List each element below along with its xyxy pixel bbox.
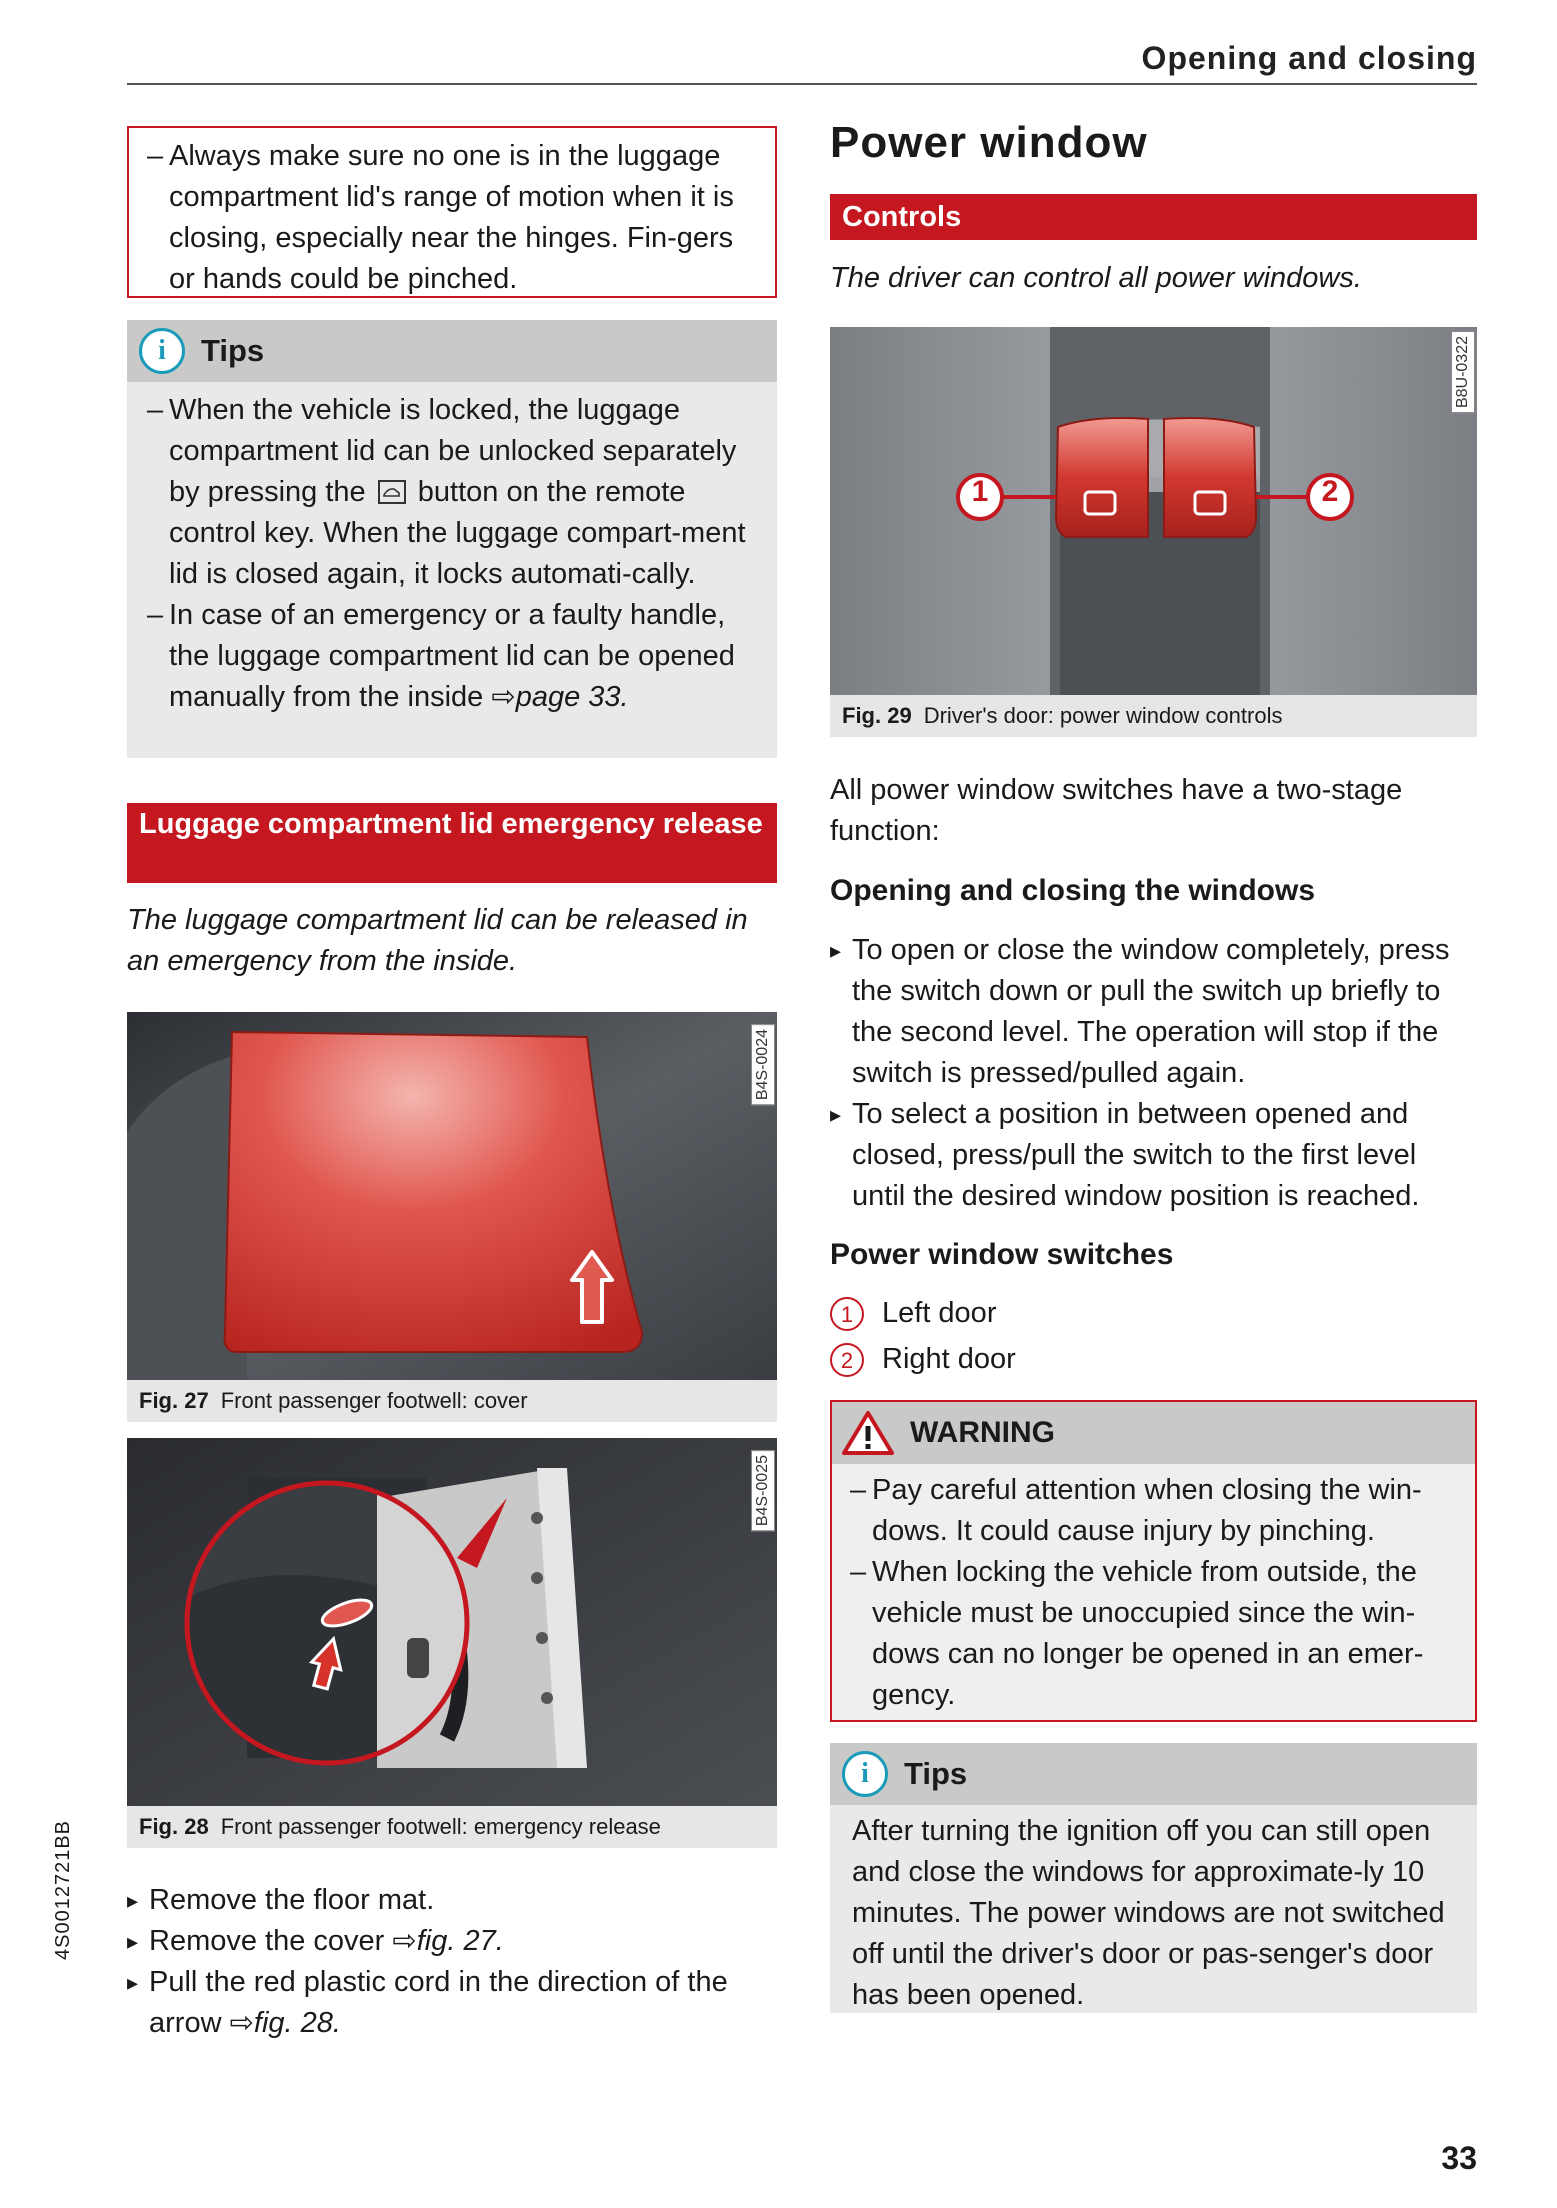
tips-header bbox=[830, 1743, 1477, 1805]
emergency-intro: The luggage compartment lid can be released in an emergency from the inside. bbox=[127, 904, 748, 977]
tips-text: After turning the ignition off you can still open and close the windows for approximate-ly 10 minutes. The power windows are not switched off until the driver's door or pas-senger's door has been opened. bbox=[852, 1815, 1445, 2011]
fig27-caption-text: Front passenger footwell: cover bbox=[220, 1388, 528, 1413]
fig28-caption-text: Front passenger footwell: emergency release bbox=[220, 1814, 661, 1839]
warning-continuation-box bbox=[127, 126, 777, 298]
section-title: Opening and closing bbox=[1141, 40, 1477, 76]
switch-label: Right door bbox=[882, 1343, 1016, 1375]
header-rule bbox=[127, 83, 1477, 85]
subheading-open-close: Opening and closing the windows bbox=[830, 874, 1316, 907]
tips-header bbox=[127, 320, 777, 382]
switch-list bbox=[830, 1293, 1477, 1380]
info-icon: i bbox=[139, 328, 185, 374]
info-icon: i bbox=[842, 1751, 888, 1797]
fig28-caption bbox=[127, 1806, 777, 1848]
fig29-caption bbox=[830, 695, 1477, 737]
warning-title: WARNING bbox=[910, 1416, 1055, 1449]
fig29-callout-2: 2 bbox=[1321, 475, 1339, 508]
controls-intro: The driver can control all power windows. bbox=[830, 262, 1362, 294]
controls-heading bbox=[830, 194, 1477, 240]
switch-label: Left door bbox=[882, 1297, 997, 1329]
tips-item1-after: button on the remote control key. When the luggage compart-ment lid is closed again, it locks automati-cally. bbox=[169, 476, 746, 590]
step-text: Remove the floor mat. bbox=[149, 1884, 435, 1916]
page-title: Power window bbox=[830, 118, 1148, 167]
emergency-release-heading bbox=[127, 803, 777, 883]
tips-title: Tips bbox=[201, 333, 265, 368]
warning-item: – When locking the vehicle from outside, the vehicle must be unoccupied since the win-dows can no longer be opened in an emer-gency. bbox=[850, 1552, 1457, 1716]
controls-heading-text: Controls bbox=[842, 201, 962, 233]
fig29-image bbox=[830, 327, 1477, 695]
fig-ref-link[interactable]: fig. 27. bbox=[416, 1925, 504, 1957]
fig29-number: Fig. 29 bbox=[842, 703, 912, 728]
step-text: Pull the red plastic cord in the direction of the arrow bbox=[149, 1966, 728, 2039]
fig-ref-link[interactable]: fig. 28. bbox=[253, 2007, 341, 2039]
page-ref-link[interactable]: page 33. bbox=[515, 681, 629, 713]
two-stage-text: All power window switches have a two-stage function: bbox=[830, 774, 1403, 847]
fig28-number: Fig. 28 bbox=[139, 1814, 209, 1839]
bullet-item: ▸ To open or close the window completely, press the switch down or pull the switch up briefly to the second level. The operation will stop if the switch is pressed/pulled again. bbox=[830, 930, 1477, 1094]
step-item bbox=[127, 1921, 777, 1962]
fig27-caption bbox=[127, 1380, 777, 1422]
tips-item1-before: When the vehicle is locked, the luggage compartment lid can be unlocked separately by pressing the bbox=[169, 394, 737, 508]
arrow-ref-icon: ⇨ bbox=[392, 1925, 417, 1957]
fig28-tag: B4S-0025 bbox=[751, 1450, 775, 1531]
switch-item-left bbox=[830, 1293, 1477, 1334]
warning-triangle-icon bbox=[842, 1410, 894, 1456]
switch-item-right bbox=[830, 1339, 1477, 1380]
tips-content bbox=[127, 382, 777, 718]
fig27-tag: B4S-0024 bbox=[751, 1024, 775, 1105]
warning-content bbox=[832, 1464, 1475, 1716]
fig29-tag: B8U-0322 bbox=[1451, 331, 1475, 413]
switch-number: 2 bbox=[830, 1343, 864, 1377]
tips-box-left bbox=[127, 320, 777, 758]
tips-box-right bbox=[830, 1743, 1477, 2013]
fig29-callout-1: 1 bbox=[971, 475, 989, 508]
fig29-caption-text: Driver's door: power window controls bbox=[923, 703, 1283, 728]
tips-item bbox=[147, 595, 757, 718]
remote-trunk-icon bbox=[378, 480, 406, 504]
footwell-cover-illustration bbox=[127, 1012, 777, 1380]
tips-title: Tips bbox=[904, 1756, 968, 1791]
side-code: 4S0012721BB bbox=[52, 1819, 74, 1960]
fig28-image bbox=[127, 1438, 777, 1806]
emergency-release-heading-text: Luggage compartment lid emergency release bbox=[139, 808, 763, 840]
subheading-switches: Power window switches bbox=[830, 1238, 1174, 1271]
step-item bbox=[127, 1880, 777, 1921]
step-text: Remove the cover bbox=[149, 1925, 385, 1957]
open-close-bullets bbox=[830, 930, 1477, 1217]
page-number: 33 bbox=[1441, 2140, 1477, 2176]
fig27-image bbox=[127, 1012, 777, 1380]
warning-item: – Always make sure no one is in the luggage compartment lid's range of motion when it is closing, especially near the hinges. Fin-gers or hands could be pinched. bbox=[147, 136, 757, 300]
emergency-release-illustration bbox=[127, 1438, 777, 1806]
release-steps bbox=[127, 1880, 777, 2044]
switch-number: 1 bbox=[830, 1297, 864, 1331]
tips-item2-text: In case of an emergency or a faulty handle, the luggage compartment lid can be opened manually from the inside bbox=[169, 599, 735, 713]
warning-header bbox=[832, 1402, 1475, 1464]
bullet-item: ▸ To select a position in between opened and closed, press/pull the switch to the first level until the desired window position is reached. bbox=[830, 1094, 1477, 1217]
warning-item: – Pay careful attention when closing the win-dows. It could cause injury by pinching. bbox=[850, 1470, 1457, 1552]
arrow-ref-icon: ⇨ bbox=[229, 2007, 254, 2039]
step-item bbox=[127, 1962, 777, 2044]
fig27-number: Fig. 27 bbox=[139, 1388, 209, 1413]
arrow-ref-icon: ⇨ bbox=[491, 681, 516, 713]
warning-box bbox=[830, 1400, 1477, 1722]
tips-item bbox=[147, 390, 757, 595]
power-window-controls-illustration bbox=[830, 327, 1477, 695]
